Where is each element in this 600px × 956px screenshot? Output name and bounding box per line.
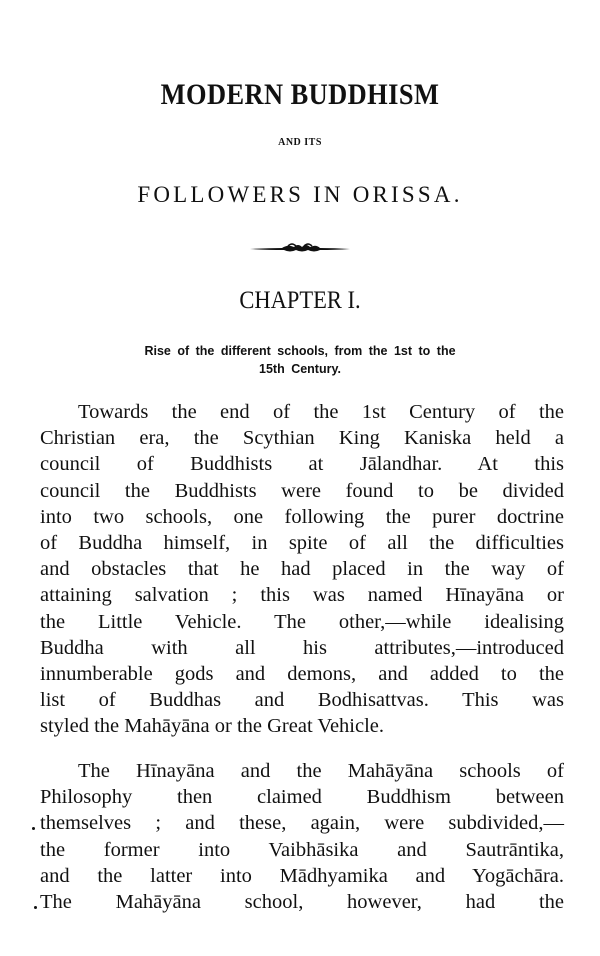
chapter-summary-line-1: Rise of the different schools, from the 1st to the bbox=[144, 344, 456, 358]
ornamental-divider-icon bbox=[248, 240, 352, 256]
text-line: Philosophy then claimed Buddhism between bbox=[40, 786, 564, 809]
print-speck bbox=[32, 827, 35, 830]
chapter-heading: CHAPTER I. bbox=[239, 287, 361, 314]
text-line: styled the Mahāyāna or the Great Vehicle. bbox=[40, 715, 385, 738]
text-line: of Buddha himself, in spite of all the difficulties bbox=[40, 532, 564, 555]
title-conjunction: AND ITS bbox=[278, 137, 322, 148]
paragraph-2 bbox=[40, 758, 564, 915]
book-title: MODERN BUDDHISM bbox=[160, 78, 440, 111]
text-line: and obstacles that he had placed in the way of bbox=[40, 558, 564, 581]
text-line: the former into Vaibhāsika and Sautrāntika, bbox=[40, 838, 564, 861]
chapter-summary-line-2: 15th Century. bbox=[259, 362, 341, 376]
text-line: Buddha with all his attributes,—introduced bbox=[40, 636, 564, 659]
print-speck bbox=[34, 906, 37, 909]
text-line: attaining salvation ; this was named Hīnayāna or bbox=[40, 584, 564, 607]
text-line: list of Buddhas and Bodhisattvas. This was bbox=[40, 689, 564, 712]
text-line: The Hīnayāna and the Mahāyāna schools of bbox=[78, 760, 564, 782]
text-line: council the Buddhists were found to be divided bbox=[40, 479, 564, 502]
text-line: and the latter into Mādhyamika and Yogāchāra. bbox=[40, 864, 564, 887]
book-subtitle: FOLLOWERS IN ORISSA. bbox=[137, 182, 463, 207]
text-line: Towards the end of the 1st Century of the bbox=[78, 401, 564, 423]
text-line: council of Buddhists at Jālandhar. At this bbox=[40, 453, 564, 476]
text-line: innumberable gods and demons, and added to the bbox=[40, 663, 564, 686]
paragraph-1 bbox=[40, 399, 564, 740]
text-line: themselves ; and these, again, were subdivided,— bbox=[40, 812, 564, 835]
text-line: The Mahāyāna school, however, had the bbox=[40, 891, 564, 914]
text-line: Christian era, the Scythian King Kaniska held a bbox=[40, 427, 564, 450]
chapter-summary bbox=[70, 342, 530, 378]
text-line: into two schools, one following the purer doctrine bbox=[40, 505, 564, 528]
text-line: the Little Vehicle. The other,—while idealising bbox=[40, 610, 564, 633]
